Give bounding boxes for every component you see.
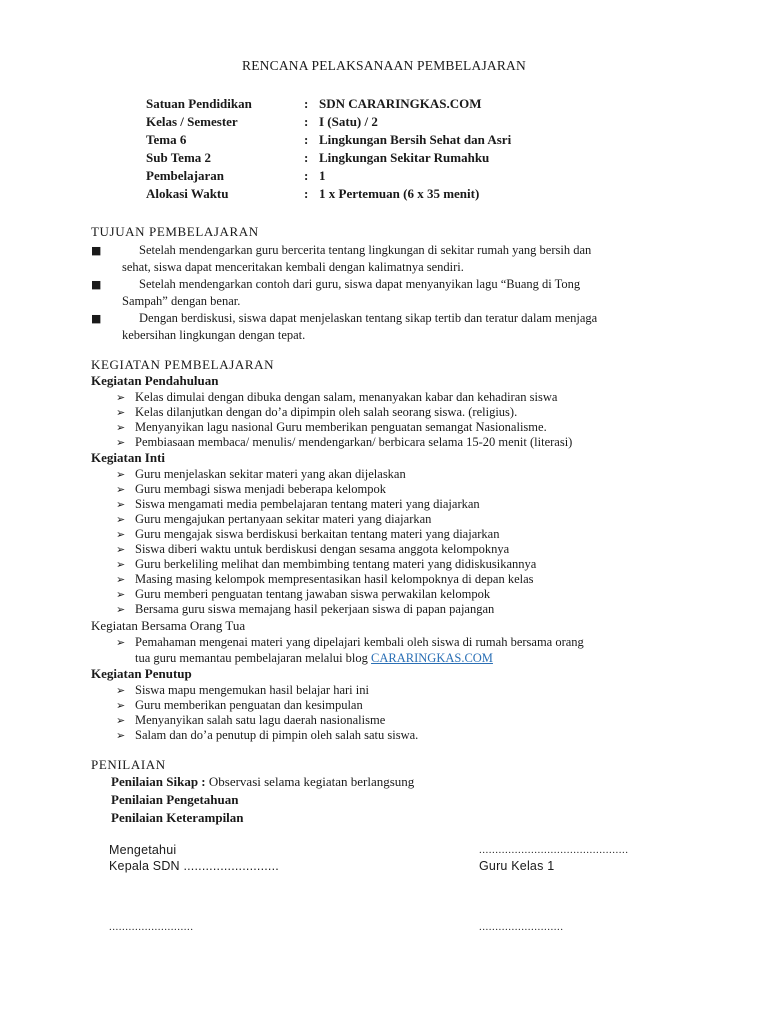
arrow-bullet-icon: ➢ <box>116 436 126 449</box>
identity-colon: : <box>304 132 309 147</box>
arrow-bullet-icon: ➢ <box>116 391 126 404</box>
list-item-text: Siswa diberi waktu untuk berdiskusi dengan sesama anggota kelompoknya <box>135 542 510 556</box>
list-item-text: Siswa mapu mengemukan hasil belajar hari ini <box>135 683 369 697</box>
kegiatan-heading: KEGIATAN PEMBELAJARAN <box>91 357 275 372</box>
list-item-text: Masing masing kelompok mempresentasikan hasil kelompoknya di depan kelas <box>135 572 534 586</box>
goal-item <box>91 276 711 310</box>
orangtua-title: Kegiatan Bersama Orang Tua <box>91 618 246 633</box>
signature-dots: .............................................. <box>479 844 629 856</box>
list-item-text: Guru memberi penguatan tentang jawaban siswa perwakilan kelompok <box>135 587 491 601</box>
penilaian-sikap-value: Observasi selama kegiatan berlangsung <box>205 774 415 789</box>
goal-line: sehat, siswa dapat menceritakan kembali dengan kalimatnya sendiri. <box>122 260 464 274</box>
arrow-bullet-icon: ➢ <box>116 699 126 712</box>
identity-value: Lingkungan Bersih Sehat dan Asri <box>319 132 512 147</box>
square-bullet-icon: ■ <box>91 278 102 291</box>
signature-line-right: .......................... <box>479 921 564 933</box>
identity-colon: : <box>304 114 309 129</box>
arrow-bullet-icon: ➢ <box>116 588 126 601</box>
list-item-text: Guru menjelaskan sekitar materi yang akan dijelaskan <box>135 467 406 481</box>
identity-label: Kelas / Semester <box>146 114 238 129</box>
goal-item <box>91 310 711 344</box>
identity-colon: : <box>304 96 309 111</box>
list-item-text: Pembiasaan membaca/ menulis/ mendengarkan/ berbicara selama 15-20 menit (literasi) <box>135 435 573 449</box>
arrow-bullet-icon: ➢ <box>116 483 126 496</box>
square-bullet-icon: ■ <box>91 312 102 325</box>
identity-value: I (Satu) / 2 <box>319 114 378 129</box>
list-item-text: Kelas dimulai dengan dibuka dengan salam, menanyakan kabar dan kehadiran siswa <box>135 390 558 404</box>
goal-line: Setelah mendengarkan guru bercerita tentang lingkungan di sekitar rumah yang bersih dan <box>139 243 592 257</box>
identity-label: Alokasi Waktu <box>146 186 229 201</box>
goal-item <box>91 242 711 276</box>
mengetahui-label: Mengetahui <box>109 843 177 857</box>
document-title: RENCANA PELAKSANAAN PEMBELAJARAN <box>242 58 526 73</box>
goal-line: kebersihan lingkungan dengan tepat. <box>122 328 306 342</box>
identity-value: SDN CARARINGKAS.COM <box>319 96 482 111</box>
identity-label: Satuan Pendidikan <box>146 96 252 111</box>
identity-value: Lingkungan Sekitar Rumahku <box>319 150 490 165</box>
identity-label: Pembelajaran <box>146 168 224 183</box>
identity-colon: : <box>304 186 309 201</box>
pendahuluan-title: Kegiatan Pendahuluan <box>91 373 219 388</box>
list-item-text: Guru mengajukan pertanyaan sekitar materi yang diajarkan <box>135 512 432 526</box>
arrow-bullet-icon: ➢ <box>116 558 126 571</box>
penutup-title: Kegiatan Penutup <box>91 666 192 681</box>
arrow-bullet-icon: ➢ <box>116 603 126 616</box>
arrow-bullet-icon: ➢ <box>116 406 126 419</box>
signature-line-left: .......................... <box>109 921 194 933</box>
identity-colon: : <box>304 150 309 165</box>
identity-value: 1 <box>319 168 326 183</box>
list-item-text: tua guru memantau pembelajaran melalui blog <box>135 651 372 665</box>
arrow-bullet-icon: ➢ <box>116 421 126 434</box>
arrow-bullet-icon: ➢ <box>116 729 126 742</box>
list-item-text: Guru berkeliling melihat dan membimbing tentang materi yang didiskusikannya <box>135 557 537 571</box>
penilaian-sikap-label: Penilaian Sikap : <box>111 774 206 789</box>
goal-line: Sampah” dengan benar. <box>122 294 241 308</box>
penilaian-sikap <box>111 774 414 790</box>
goal-line: Dengan berdiskusi, siswa dapat menjelaskan tentang sikap tertib dan teratur dalam menjaga <box>139 311 598 325</box>
blog-link[interactable]: CARARINGKAS.COM <box>371 651 493 665</box>
identity-label: Tema 6 <box>146 132 187 147</box>
list-item-continuation <box>135 651 493 666</box>
identity-value: 1 x Pertemuan (6 x 35 menit) <box>319 186 480 201</box>
arrow-bullet-icon: ➢ <box>116 528 126 541</box>
penilaian-keterampilan: Penilaian Keterampilan <box>111 810 244 825</box>
arrow-bullet-icon: ➢ <box>116 714 126 727</box>
arrow-bullet-icon: ➢ <box>116 498 126 511</box>
goal-line: Setelah mendengarkan contoh dari guru, siswa dapat menyanyikan lagu “Buang di Tong <box>139 277 581 291</box>
list-item-text: Siswa mengamati media pembelajaran tentang materi yang diajarkan <box>135 497 480 511</box>
list-item-text: Pemahaman mengenai materi yang dipelajari kembali oleh siswa di rumah bersama orang <box>135 635 584 649</box>
arrow-bullet-icon: ➢ <box>116 573 126 586</box>
guru-kelas-role: Guru Kelas 1 <box>479 859 555 873</box>
square-bullet-icon: ■ <box>91 244 102 257</box>
list-item-text: Menyanyikan lagu nasional Guru memberikan penguatan semangat Nasionalisme. <box>135 420 547 434</box>
arrow-bullet-icon: ➢ <box>116 513 126 526</box>
arrow-bullet-icon: ➢ <box>116 636 126 649</box>
inti-title: Kegiatan Inti <box>91 450 166 465</box>
list-item-text: Kelas dilanjutkan dengan do’a dipimpin oleh salah seorang siswa. (religius). <box>135 405 518 419</box>
list-item-text: Bersama guru siswa memajang hasil pekerjaan siswa di papan pajangan <box>135 602 495 616</box>
identity-colon: : <box>304 168 309 183</box>
arrow-bullet-icon: ➢ <box>116 684 126 697</box>
arrow-bullet-icon: ➢ <box>116 543 126 556</box>
list-item-text: Guru membagi siswa menjadi beberapa kelompok <box>135 482 386 496</box>
list-item-text: Salam dan do’a penutup di pimpin oleh salah satu siswa. <box>135 728 419 742</box>
kepala-sekolah-role: Kepala SDN .......................... <box>109 859 279 873</box>
identity-label: Sub Tema 2 <box>146 150 212 165</box>
arrow-bullet-icon: ➢ <box>116 468 126 481</box>
penilaian-pengetahuan: Penilaian Pengetahuan <box>111 792 239 807</box>
list-item-text: Menyanyikan salah satu lagu daerah nasionalisme <box>135 713 386 727</box>
list-item-text: Guru memberikan penguatan dan kesimpulan <box>135 698 363 712</box>
list-item-text: Guru mengajak siswa berdiskusi berkaitan tentang materi yang diajarkan <box>135 527 500 541</box>
tujuan-heading: TUJUAN PEMBELAJARAN <box>91 224 259 239</box>
penilaian-heading: PENILAIAN <box>91 757 166 772</box>
